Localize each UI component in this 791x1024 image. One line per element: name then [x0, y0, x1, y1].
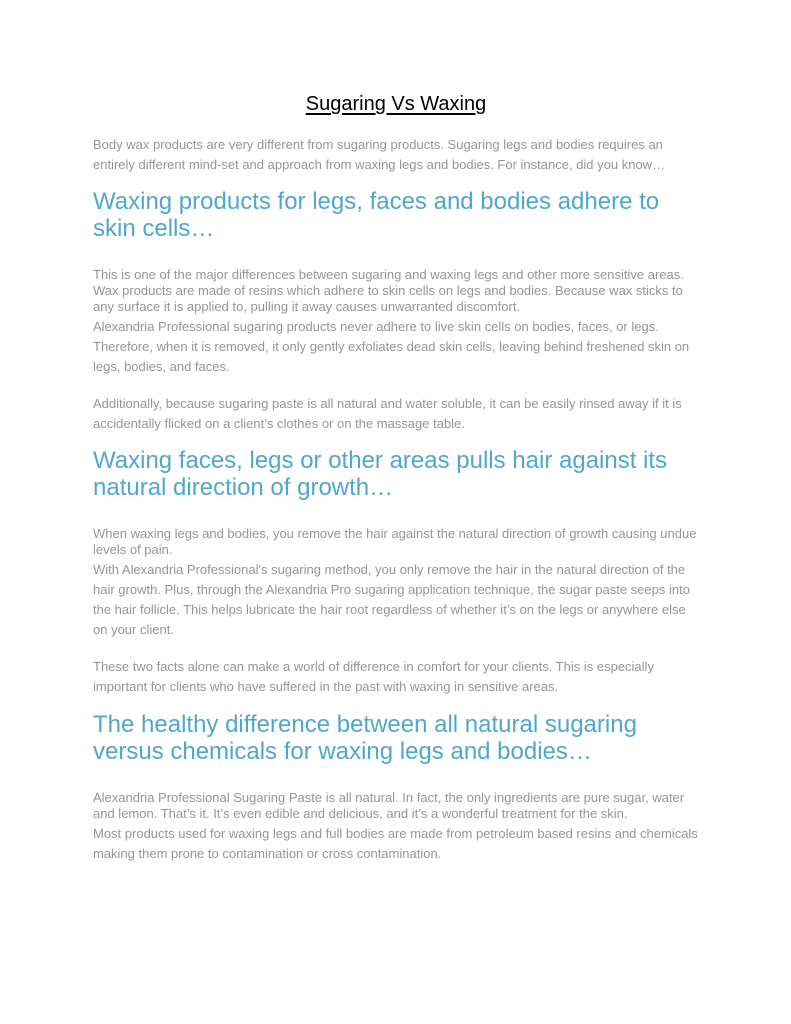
section-2-paragraph-3: These two facts alone can make a world of difference in comfort for your clients. This is especially important for clients who have suffered in the past with waxing in sensitive areas. — [93, 659, 654, 694]
page-title: Sugaring Vs Waxing — [305, 93, 487, 115]
section-2-paragraph-1: When waxing legs and bodies, you remove the hair against the natural direction of growth causing undue levels of pain. — [93, 526, 697, 557]
section-2-paragraph-2: With Alexandria Professional's sugaring method, you only remove the hair in the natural direction of the hair growth. Plus, through the Alexandria Pro sugaring application technique, the sugar paste seeps into the hair follicle. This helps lubricate the hair root regardless of whether it’s on the legs or anywhere else on your client. — [93, 562, 690, 637]
section-3-heading: The healthy difference between all natural sugaring versus chemicals for waxing legs and bodies… — [93, 711, 637, 765]
intro-paragraph: Body wax products are very different from sugaring products. Sugaring legs and bodies requires an entirely different mind-set and approach from waxing legs and bodies. For instance, did you know… — [93, 137, 666, 172]
section-1-paragraph-3: Additionally, because sugaring paste is all natural and water soluble, it can be easily rinsed away if it is accidentally flicked on a client’s clothes or on the massage table. — [93, 396, 682, 431]
section-3-paragraph-2: Most products used for waxing legs and full bodies are made from petroleum based resins and chemicals making them prone to contamination or cross contamination. — [93, 826, 698, 861]
section-3-paragraph-1: Alexandria Professional Sugaring Paste is all natural. In fact, the only ingredients are pure sugar, water and lemon. That’s it. It’s even edible and delicious, and it’s a wonderful treatment for the skin. — [93, 790, 685, 821]
section-2-heading: Waxing faces, legs or other areas pulls hair against its natural direction of growth… — [93, 447, 668, 501]
section-1-heading: Waxing products for legs, faces and bodies adhere to skin cells… — [93, 188, 660, 242]
section-1-paragraph-1: This is one of the major differences between sugaring and waxing legs and other more sensitive areas. Wax products are made of resins which adhere to skin cells on legs and bodies. Because wax sticks to any surface it is applied to, pulling it away causes unwarranted discomfort. — [93, 267, 684, 314]
section-1-paragraph-2: Alexandria Professional sugaring products never adhere to live skin cells on bodies, faces, or legs. Therefore, when it is removed, it only gently exfoliates dead skin cells, leaving behind freshened skin on legs, bodies, and faces. — [93, 319, 690, 374]
